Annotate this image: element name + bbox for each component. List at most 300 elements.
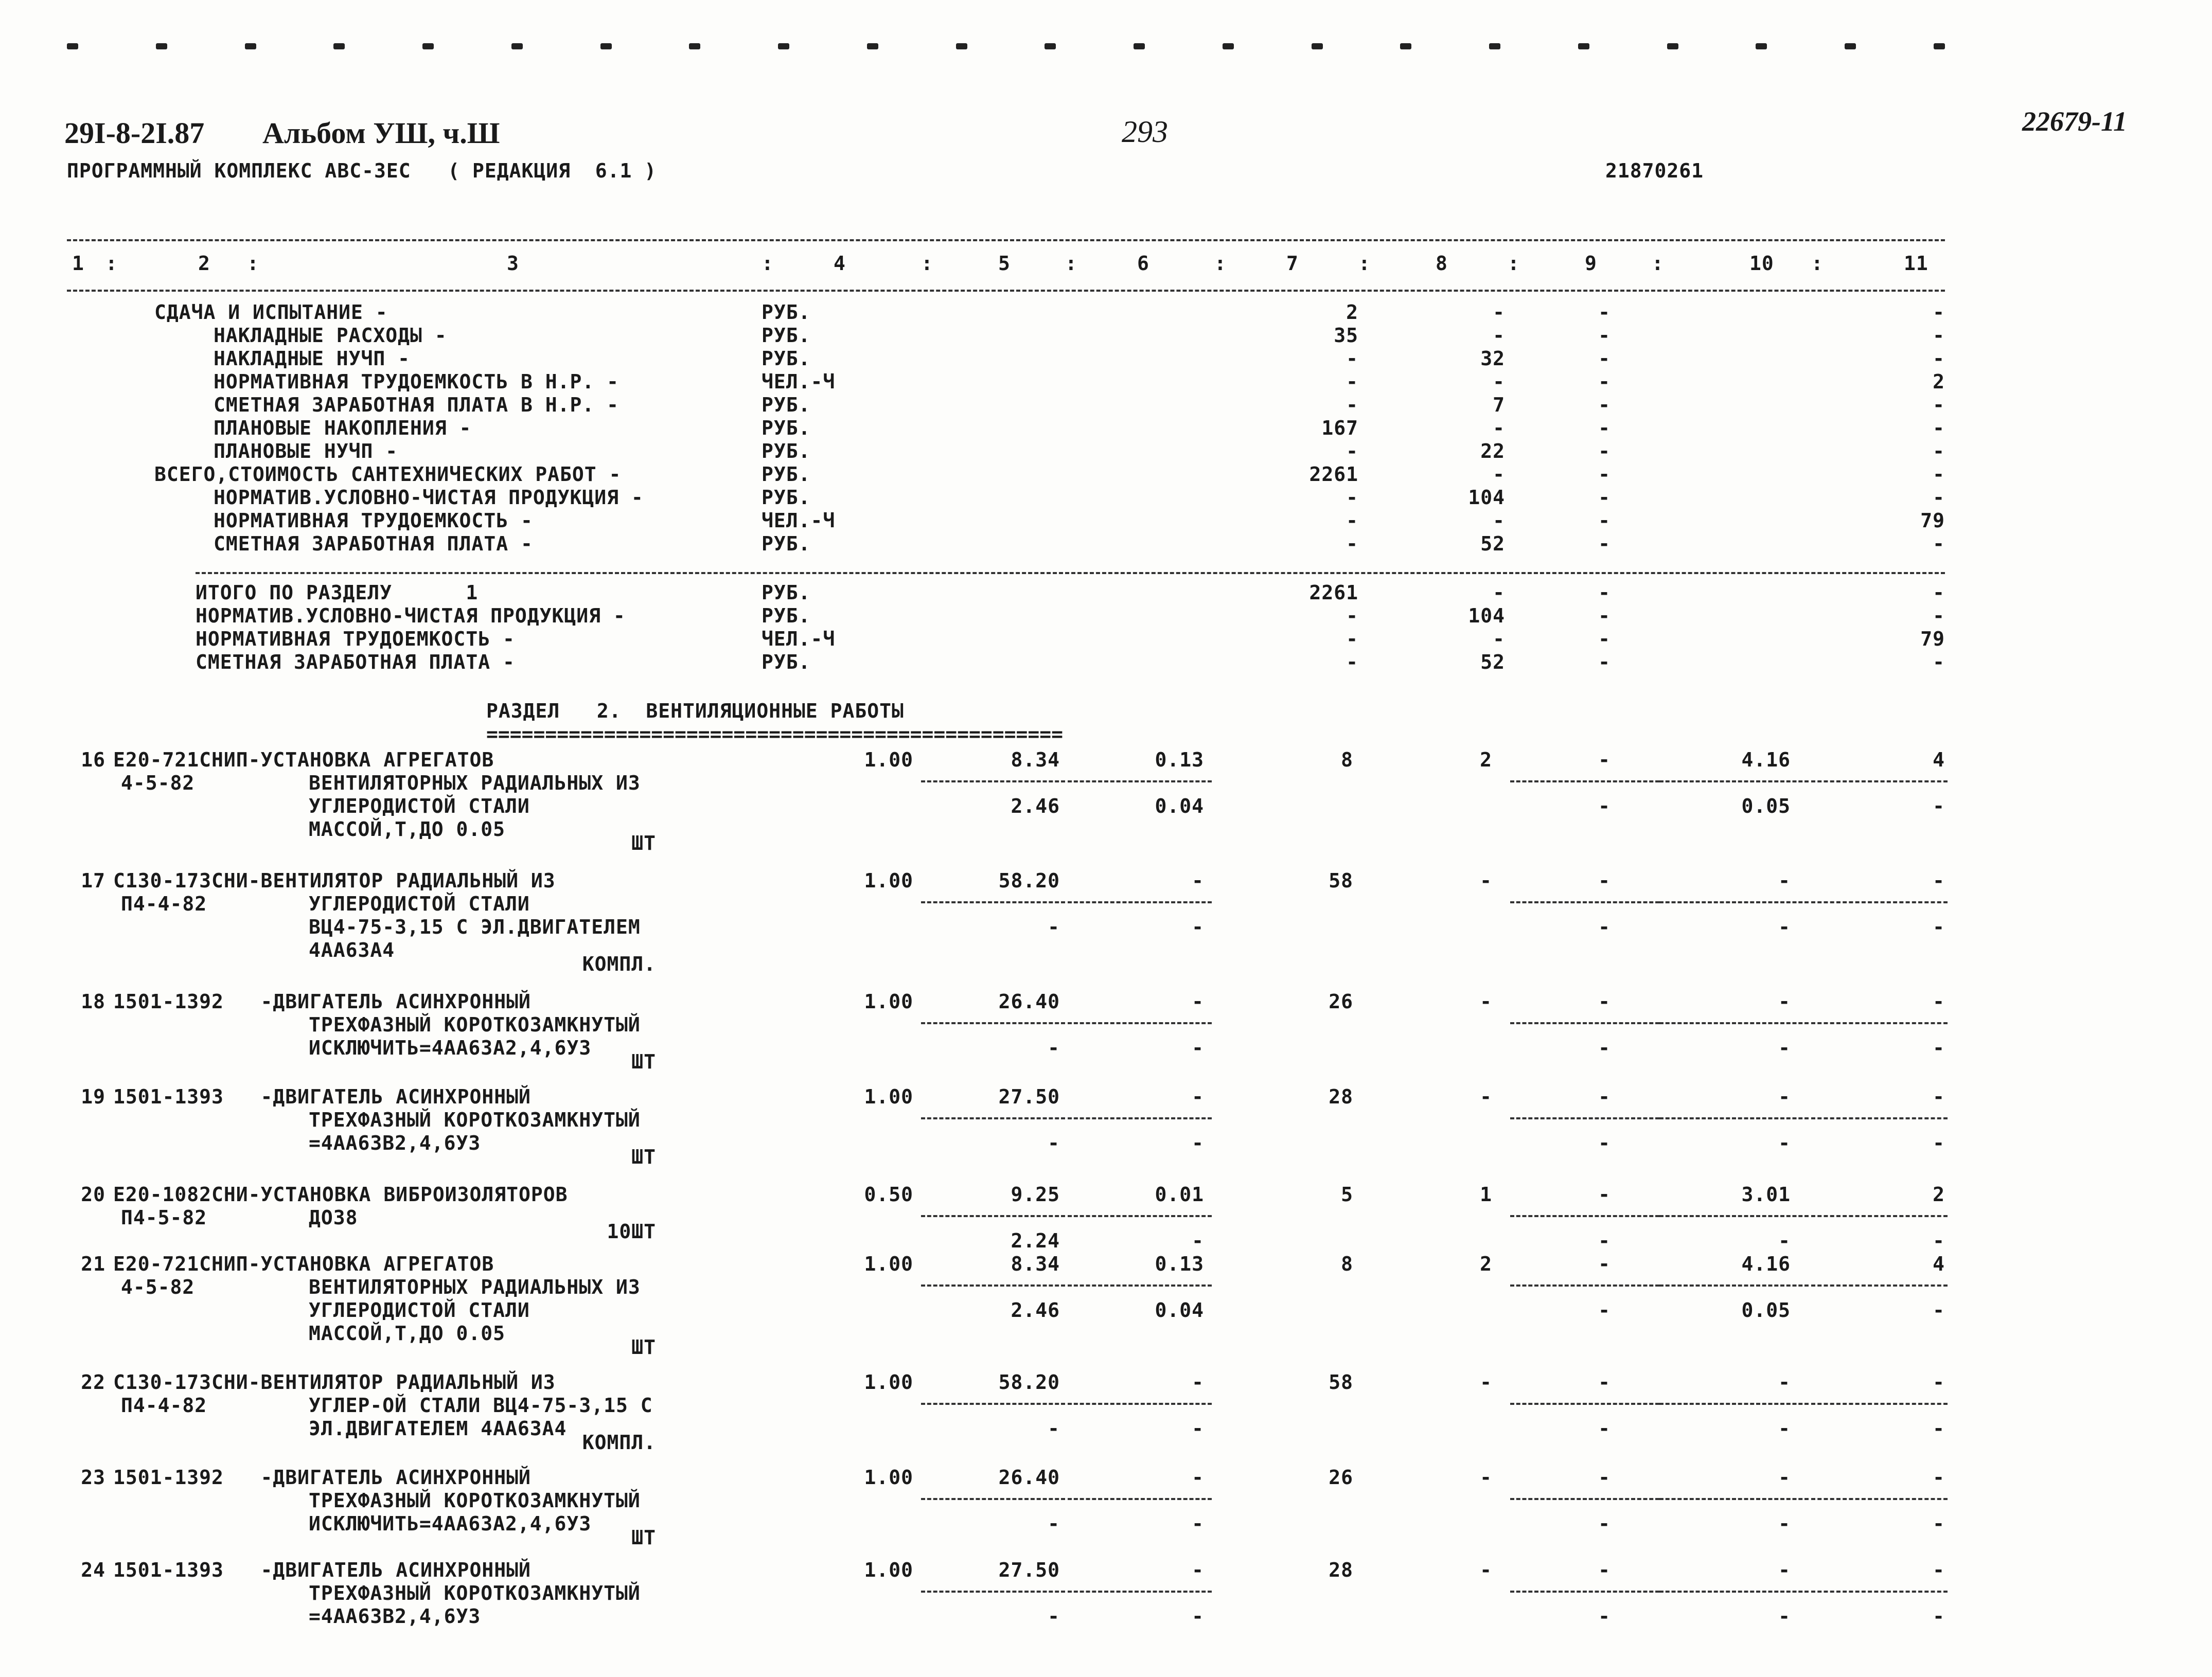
- cell-divider: [1510, 1215, 1659, 1217]
- row-unit: ЧЕЛ.-Ч: [762, 370, 836, 393]
- item-description: ВЦ4-75-3,15 С ЭЛ.ДВИГАТЕЛЕМ: [309, 916, 641, 938]
- item-col8: 2: [1480, 748, 1492, 771]
- item-col5-labor: 2.46: [1011, 1299, 1060, 1322]
- item-col10-labor: 0.05: [1741, 1299, 1791, 1322]
- row-unit: РУБ.: [762, 463, 811, 486]
- item-col11: 4: [1933, 1253, 1945, 1275]
- item-col6: 0.13: [1155, 1253, 1204, 1275]
- item-col8: -: [1480, 1085, 1492, 1108]
- item-code-ref: П4-4-82: [121, 1394, 207, 1417]
- item-col11: -: [1933, 869, 1945, 892]
- cell-divider: [1510, 1022, 1659, 1024]
- row-col11: -: [1933, 347, 1945, 370]
- item-quantity: 1.00: [864, 1253, 913, 1275]
- item-col9-labor: -: [1598, 1037, 1611, 1059]
- row-col11: -: [1933, 324, 1945, 347]
- item-description: 4АА63А4: [309, 939, 395, 961]
- item-col6: 0.01: [1155, 1183, 1204, 1206]
- item-col11-labor: -: [1933, 795, 1945, 817]
- row-unit: РУБ.: [762, 651, 811, 673]
- item-number: 16: [81, 748, 105, 771]
- item-col10: 4.16: [1741, 748, 1791, 771]
- item-col8: 1: [1480, 1183, 1492, 1206]
- cell-divider: [1659, 1022, 1809, 1024]
- row-unit: РУБ.: [762, 417, 811, 439]
- row-label: СДАЧА И ИСПЫТАНИЕ -: [154, 301, 388, 324]
- item-col5-labor: -: [1048, 1132, 1060, 1154]
- row-col11: -: [1933, 651, 1945, 673]
- item-quantity: 1.00: [864, 1466, 913, 1489]
- column-separator: :: [1652, 252, 1664, 275]
- cell-divider: [1659, 1591, 1809, 1593]
- row-col11: -: [1933, 417, 1945, 439]
- item-col6: -: [1192, 1559, 1204, 1581]
- cell-divider: [1510, 1117, 1659, 1119]
- item-col6-labor: -: [1192, 1132, 1204, 1154]
- item-col11: -: [1933, 1559, 1945, 1581]
- row-label: СМЕТНАЯ ЗАРАБОТНАЯ ПЛАТА -: [196, 651, 515, 673]
- row-col8: 22: [1480, 440, 1505, 462]
- column-separator: :: [1214, 252, 1227, 275]
- cell-divider: [1510, 901, 1659, 903]
- item-col5: 27.50: [998, 1085, 1060, 1108]
- item-number: 23: [81, 1466, 105, 1489]
- item-unit: КОМПЛ.: [582, 1431, 656, 1454]
- item-col6: -: [1192, 869, 1204, 892]
- item-col10: 4.16: [1741, 1253, 1791, 1275]
- item-col8: -: [1480, 1559, 1492, 1581]
- row-unit: РУБ.: [762, 486, 811, 509]
- item-col10-labor: -: [1778, 1037, 1791, 1059]
- row-col11: -: [1933, 581, 1945, 604]
- column-number-5: 5: [998, 252, 1011, 275]
- item-description: УГЛЕРОДИСТОЙ СТАЛИ: [309, 893, 530, 915]
- row-label: ИТОГО ПО РАЗДЕЛУ 1: [196, 581, 479, 604]
- row-unit: РУБ.: [762, 440, 811, 462]
- item-col9-labor: -: [1598, 1229, 1611, 1252]
- item-description: ВЕНТИЛЯТОРНЫХ РАДИАЛЬНЫХ ИЗ: [309, 1276, 641, 1298]
- serial-number: 21870261: [1605, 159, 1704, 182]
- item-col5-labor: 2.24: [1011, 1229, 1060, 1252]
- row-col11: -: [1933, 463, 1945, 486]
- row-col8: -: [1493, 509, 1505, 532]
- item-col9-labor: -: [1598, 795, 1611, 817]
- page-number: 293: [1122, 115, 1168, 149]
- item-col10-labor: -: [1778, 1417, 1791, 1440]
- item-col11-labor: -: [1933, 1417, 1945, 1440]
- item-col11-labor: -: [1933, 1512, 1945, 1535]
- item-col9: -: [1598, 1559, 1611, 1581]
- item-description: МАССОЙ,Т,ДО 0.05: [309, 818, 506, 841]
- item-unit: ШТ: [631, 832, 656, 854]
- item-col6: -: [1192, 990, 1204, 1013]
- row-col7: -: [1346, 347, 1358, 370]
- cell-divider: [1811, 1498, 1948, 1500]
- row-col9: -: [1598, 486, 1611, 509]
- program-label: ПРОГРАММНЫЙ КОМПЛЕКС АВС-3ЕС ( РЕДАКЦИЯ 6.1 ): [67, 159, 657, 182]
- item-col8: -: [1480, 1371, 1492, 1394]
- row-col9: -: [1598, 440, 1611, 462]
- cell-divider: [921, 1284, 1065, 1287]
- item-quantity: 1.00: [864, 990, 913, 1013]
- row-col9: -: [1598, 394, 1611, 416]
- item-col10-labor: -: [1778, 1229, 1791, 1252]
- item-col7: 58: [1329, 869, 1353, 892]
- item-col8: -: [1480, 869, 1492, 892]
- item-col6: -: [1192, 1085, 1204, 1108]
- section-title: РАЗДЕЛ 2. ВЕНТИЛЯЦИОННЫЕ РАБОТЫ: [486, 700, 904, 722]
- cell-divider: [1510, 780, 1659, 782]
- column-number-1: 1: [72, 252, 84, 275]
- row-col7: 167: [1321, 417, 1358, 439]
- row-col11: -: [1933, 440, 1945, 462]
- item-col8: -: [1480, 1466, 1492, 1489]
- item-col5: 9.25: [1011, 1183, 1060, 1206]
- cell-divider: [1659, 1498, 1809, 1500]
- cell-divider: [1811, 1117, 1948, 1119]
- row-col9: -: [1598, 581, 1611, 604]
- row-unit: РУБ.: [762, 347, 811, 370]
- item-code-ref: П4-4-82: [121, 893, 207, 915]
- item-quantity: 1.00: [864, 748, 913, 771]
- column-separator: :: [1811, 252, 1824, 275]
- cell-divider: [1068, 1284, 1212, 1287]
- cell-divider: [1510, 1284, 1659, 1287]
- header-bottom-rule: [67, 290, 1945, 292]
- item-description: =4АА63В2,4,6У3: [309, 1605, 481, 1628]
- column-number-11: 11: [1904, 252, 1928, 275]
- column-number-7: 7: [1286, 252, 1299, 275]
- cell-divider: [1659, 1403, 1809, 1405]
- item-number: 17: [81, 869, 105, 892]
- row-col9: -: [1598, 651, 1611, 673]
- item-col5: 27.50: [998, 1559, 1060, 1581]
- row-col11: 79: [1920, 628, 1945, 650]
- item-code: Е20-721СНИП-УСТАНОВКА АГРЕГАТОВ: [113, 748, 494, 771]
- cell-divider: [921, 780, 1065, 782]
- item-col10-labor: -: [1778, 1512, 1791, 1535]
- item-description: ТРЕХФАЗНЫЙ КОРОТКОЗАМКНУТЫЙ: [309, 1013, 641, 1036]
- item-col7: 26: [1329, 1466, 1353, 1489]
- column-separator: :: [762, 252, 774, 275]
- cell-divider: [1068, 1498, 1212, 1500]
- row-col11: -: [1933, 486, 1945, 509]
- row-col11: 2: [1933, 370, 1945, 393]
- item-col5-labor: -: [1048, 1512, 1060, 1535]
- row-col7: 2: [1346, 301, 1358, 324]
- item-col9-labor: -: [1598, 1299, 1611, 1322]
- item-number: 18: [81, 990, 105, 1013]
- cell-divider: [1811, 1403, 1948, 1405]
- item-col5-labor: -: [1048, 1605, 1060, 1628]
- item-col9: -: [1598, 869, 1611, 892]
- row-col7: -: [1346, 440, 1358, 462]
- column-separator: :: [1508, 252, 1520, 275]
- row-col8: -: [1493, 417, 1505, 439]
- cell-divider: [1659, 901, 1809, 903]
- item-col6-labor: 0.04: [1155, 795, 1204, 817]
- item-col5: 58.20: [998, 1371, 1060, 1394]
- item-description: МАССОЙ,Т,ДО 0.05: [309, 1322, 506, 1345]
- item-col9-labor: -: [1598, 1512, 1611, 1535]
- row-col11: -: [1933, 604, 1945, 627]
- item-unit: ШТ: [631, 1526, 656, 1549]
- row-col7: -: [1346, 509, 1358, 532]
- punch-hole-row: [67, 36, 1945, 57]
- cell-divider: [1811, 901, 1948, 903]
- item-col11: -: [1933, 1371, 1945, 1394]
- row-col7: -: [1346, 651, 1358, 673]
- item-code-ref: П4-5-82: [121, 1206, 207, 1229]
- row-col7: -: [1346, 532, 1358, 555]
- item-col10-labor: -: [1778, 916, 1791, 938]
- item-col6-labor: -: [1192, 1229, 1204, 1252]
- row-col9: -: [1598, 532, 1611, 555]
- row-unit: РУБ.: [762, 581, 811, 604]
- item-col7: 58: [1329, 1371, 1353, 1394]
- item-col10-labor: -: [1778, 1132, 1791, 1154]
- column-number-9: 9: [1585, 252, 1597, 275]
- row-label: НАКЛАДНЫЕ НУЧП -: [214, 347, 411, 370]
- row-col8: -: [1493, 628, 1505, 650]
- item-col6-labor: -: [1192, 1037, 1204, 1059]
- item-col9: -: [1598, 748, 1611, 771]
- item-col9: -: [1598, 1371, 1611, 1394]
- cell-divider: [1510, 1498, 1659, 1500]
- item-col7: 28: [1329, 1085, 1353, 1108]
- row-unit: РУБ.: [762, 394, 811, 416]
- cell-divider: [921, 1117, 1065, 1119]
- item-number: 22: [81, 1371, 105, 1394]
- row-col7: 2261: [1309, 463, 1358, 486]
- item-col11-labor: -: [1933, 1299, 1945, 1322]
- row-col7: -: [1346, 628, 1358, 650]
- row-col8: 7: [1493, 394, 1505, 416]
- row-col9: -: [1598, 604, 1611, 627]
- row-col7: -: [1346, 604, 1358, 627]
- cell-divider: [1811, 1284, 1948, 1287]
- column-number-6: 6: [1137, 252, 1149, 275]
- album-label: Альбом УШ, ч.Ш: [262, 116, 500, 150]
- cell-divider: [1659, 1215, 1809, 1217]
- row-col9: -: [1598, 628, 1611, 650]
- item-number: 24: [81, 1559, 105, 1581]
- item-col10: 3.01: [1741, 1183, 1791, 1206]
- cell-divider: [921, 1591, 1065, 1593]
- item-col6: -: [1192, 1466, 1204, 1489]
- item-description: ЭЛ.ДВИГАТЕЛЕМ 4АА63А4: [309, 1417, 567, 1440]
- item-col9-labor: -: [1598, 1132, 1611, 1154]
- item-description: ИСКЛЮЧИТЬ=4АА63А2,4,6У3: [309, 1037, 592, 1059]
- cell-divider: [1659, 1284, 1809, 1287]
- item-col7: 8: [1341, 748, 1353, 771]
- cell-divider: [1068, 1215, 1212, 1217]
- item-col10: -: [1778, 1085, 1791, 1108]
- item-col6-labor: -: [1192, 1512, 1204, 1535]
- item-col10: -: [1778, 869, 1791, 892]
- row-col9: -: [1598, 324, 1611, 347]
- row-label: СМЕТНАЯ ЗАРАБОТНАЯ ПЛАТА -: [214, 532, 533, 555]
- item-col10-labor: 0.05: [1741, 795, 1791, 817]
- cell-divider: [1811, 1215, 1948, 1217]
- item-quantity: 1.00: [864, 1085, 913, 1108]
- row-col7: 35: [1334, 324, 1358, 347]
- column-number-2: 2: [198, 252, 210, 275]
- item-description: ТРЕХФАЗНЫЙ КОРОТКОЗАМКНУТЫЙ: [309, 1582, 641, 1604]
- row-label: ПЛАНОВЫЕ НАКОПЛЕНИЯ -: [214, 417, 472, 439]
- item-col10: -: [1778, 1559, 1791, 1581]
- cell-divider: [1811, 1591, 1948, 1593]
- cell-divider: [1659, 780, 1809, 782]
- item-col9: -: [1598, 1085, 1611, 1108]
- row-col8: 52: [1480, 532, 1505, 555]
- item-col7: 8: [1341, 1253, 1353, 1275]
- row-unit: РУБ.: [762, 324, 811, 347]
- row-col9: -: [1598, 347, 1611, 370]
- cell-divider: [921, 1215, 1065, 1217]
- cell-divider: [1068, 780, 1212, 782]
- row-col8: -: [1493, 463, 1505, 486]
- column-separator: :: [247, 252, 259, 275]
- item-quantity: 1.00: [864, 1371, 913, 1394]
- item-unit: ШТ: [631, 1336, 656, 1359]
- item-quantity: 0.50: [864, 1183, 913, 1206]
- item-code: Е20-1082СНИ-УСТАНОВКА ВИБРОИЗОЛЯТОРОВ: [113, 1183, 568, 1206]
- column-number-4: 4: [834, 252, 846, 275]
- row-label: ПЛАНОВЫЕ НУЧП -: [214, 440, 398, 462]
- item-col5: 26.40: [998, 990, 1060, 1013]
- column-number-10: 10: [1749, 252, 1774, 275]
- row-col9: -: [1598, 417, 1611, 439]
- item-col11: 2: [1933, 1183, 1945, 1206]
- row-col8: -: [1493, 581, 1505, 604]
- cell-divider: [921, 1498, 1065, 1500]
- row-col9: -: [1598, 301, 1611, 324]
- item-code: 1501-1392 -ДВИГАТЕЛЬ АСИНХРОННЫЙ: [113, 1466, 531, 1489]
- item-col7: 28: [1329, 1559, 1353, 1581]
- cell-divider: [1811, 1022, 1948, 1024]
- item-col9: -: [1598, 990, 1611, 1013]
- cell-divider: [1659, 1117, 1809, 1119]
- row-col7: -: [1346, 394, 1358, 416]
- section-underline: =================================================: [486, 723, 1064, 745]
- cell-divider: [1068, 1117, 1212, 1119]
- row-col8: 104: [1468, 486, 1505, 509]
- cell-divider: [1510, 1591, 1659, 1593]
- item-col11: -: [1933, 990, 1945, 1013]
- item-col10: -: [1778, 990, 1791, 1013]
- item-description: УГЛЕР-ОЙ СТАЛИ ВЦ4-75-3,15 С: [309, 1394, 653, 1417]
- row-col8: -: [1493, 324, 1505, 347]
- cell-divider: [921, 901, 1065, 903]
- row-label: НОРМАТИВНАЯ ТРУДОЕМКОСТЬ -: [214, 509, 533, 532]
- item-col11-labor: -: [1933, 1229, 1945, 1252]
- table-top-rule: [67, 239, 1945, 241]
- item-code: 1501-1393 -ДВИГАТЕЛЬ АСИНХРОННЫЙ: [113, 1085, 531, 1108]
- item-col11-labor: -: [1933, 1132, 1945, 1154]
- item-quantity: 1.00: [864, 869, 913, 892]
- item-col11: 4: [1933, 748, 1945, 771]
- item-code: 1501-1393 -ДВИГАТЕЛЬ АСИНХРОННЫЙ: [113, 1559, 531, 1581]
- item-number: 21: [81, 1253, 105, 1275]
- item-code: С130-173СНИ-ВЕНТИЛЯТОР РАДИАЛЬНЫЙ ИЗ: [113, 1371, 556, 1394]
- item-description: =4АА63В2,4,6У3: [309, 1132, 481, 1154]
- item-unit: КОМПЛ.: [582, 953, 656, 975]
- item-col5-labor: -: [1048, 1417, 1060, 1440]
- item-col11-labor: -: [1933, 1037, 1945, 1059]
- row-label: НОРМАТИВНАЯ ТРУДОЕМКОСТЬ -: [196, 628, 515, 650]
- row-label: СМЕТНАЯ ЗАРАБОТНАЯ ПЛАТА В Н.Р. -: [214, 394, 619, 416]
- item-description: ИСКЛЮЧИТЬ=4АА63А2,4,6У3: [309, 1512, 592, 1535]
- cell-divider: [1068, 1403, 1212, 1405]
- item-col6: 0.13: [1155, 748, 1204, 771]
- row-label: НОРМАТИВНАЯ ТРУДОЕМКОСТЬ В Н.Р. -: [214, 370, 619, 393]
- cell-divider: [1510, 1403, 1659, 1405]
- row-unit: ЧЕЛ.-Ч: [762, 509, 836, 532]
- row-col11: -: [1933, 394, 1945, 416]
- item-col11-labor: -: [1933, 1605, 1945, 1628]
- item-description: УГЛЕРОДИСТОЙ СТАЛИ: [309, 795, 530, 817]
- item-unit: ШТ: [631, 1146, 656, 1168]
- cell-divider: [921, 1403, 1065, 1405]
- item-col8: -: [1480, 990, 1492, 1013]
- item-code: 1501-1392 -ДВИГАТЕЛЬ АСИНХРОННЫЙ: [113, 990, 531, 1013]
- item-col8: 2: [1480, 1253, 1492, 1275]
- column-number-8: 8: [1436, 252, 1448, 275]
- item-col7: 5: [1341, 1183, 1353, 1206]
- item-code-ref: 4-5-82: [121, 1276, 195, 1298]
- sheet-id: 22679-11: [2022, 106, 2128, 137]
- item-col5-labor: -: [1048, 916, 1060, 938]
- cell-divider: [1811, 780, 1948, 782]
- row-label: НОРМАТИВ.УСЛОВНО-ЧИСТАЯ ПРОДУКЦИЯ -: [196, 604, 626, 627]
- row-col9: -: [1598, 509, 1611, 532]
- row-label: НОРМАТИВ.УСЛОВНО-ЧИСТАЯ ПРОДУКЦИЯ -: [214, 486, 644, 509]
- item-unit: ШТ: [631, 1050, 656, 1073]
- row-col11: 79: [1920, 509, 1945, 532]
- item-description: ТРЕХФАЗНЫЙ КОРОТКОЗАМКНУТЫЙ: [309, 1489, 641, 1512]
- item-col9: -: [1598, 1183, 1611, 1206]
- item-col6-labor: 0.04: [1155, 1299, 1204, 1322]
- item-col11-labor: -: [1933, 916, 1945, 938]
- item-col9: -: [1598, 1253, 1611, 1275]
- item-col5: 8.34: [1011, 748, 1060, 771]
- item-col7: 26: [1329, 990, 1353, 1013]
- row-col9: -: [1598, 370, 1611, 393]
- column-separator: :: [1358, 252, 1371, 275]
- item-description: ДО38: [309, 1206, 358, 1229]
- item-col10-labor: -: [1778, 1605, 1791, 1628]
- row-col7: -: [1346, 370, 1358, 393]
- item-col5-labor: -: [1048, 1037, 1060, 1059]
- row-col11: -: [1933, 532, 1945, 555]
- item-col5: 26.40: [998, 1466, 1060, 1489]
- item-col5: 58.20: [998, 869, 1060, 892]
- row-unit: РУБ.: [762, 301, 811, 324]
- item-col10: -: [1778, 1466, 1791, 1489]
- row-col8: 52: [1480, 651, 1505, 673]
- row-unit: ЧЕЛ.-Ч: [762, 628, 836, 650]
- item-unit: 10ШТ: [607, 1220, 656, 1243]
- item-description: УГЛЕРОДИСТОЙ СТАЛИ: [309, 1299, 530, 1322]
- row-unit: РУБ.: [762, 532, 811, 555]
- column-number-3: 3: [507, 252, 519, 275]
- row-label: НАКЛАДНЫЕ РАСХОДЫ -: [214, 324, 447, 347]
- item-code: Е20-721СНИП-УСТАНОВКА АГРЕГАТОВ: [113, 1253, 494, 1275]
- item-col9-labor: -: [1598, 916, 1611, 938]
- cell-divider: [1068, 1022, 1212, 1024]
- item-code: С130-173СНИ-ВЕНТИЛЯТОР РАДИАЛЬНЫЙ ИЗ: [113, 869, 556, 892]
